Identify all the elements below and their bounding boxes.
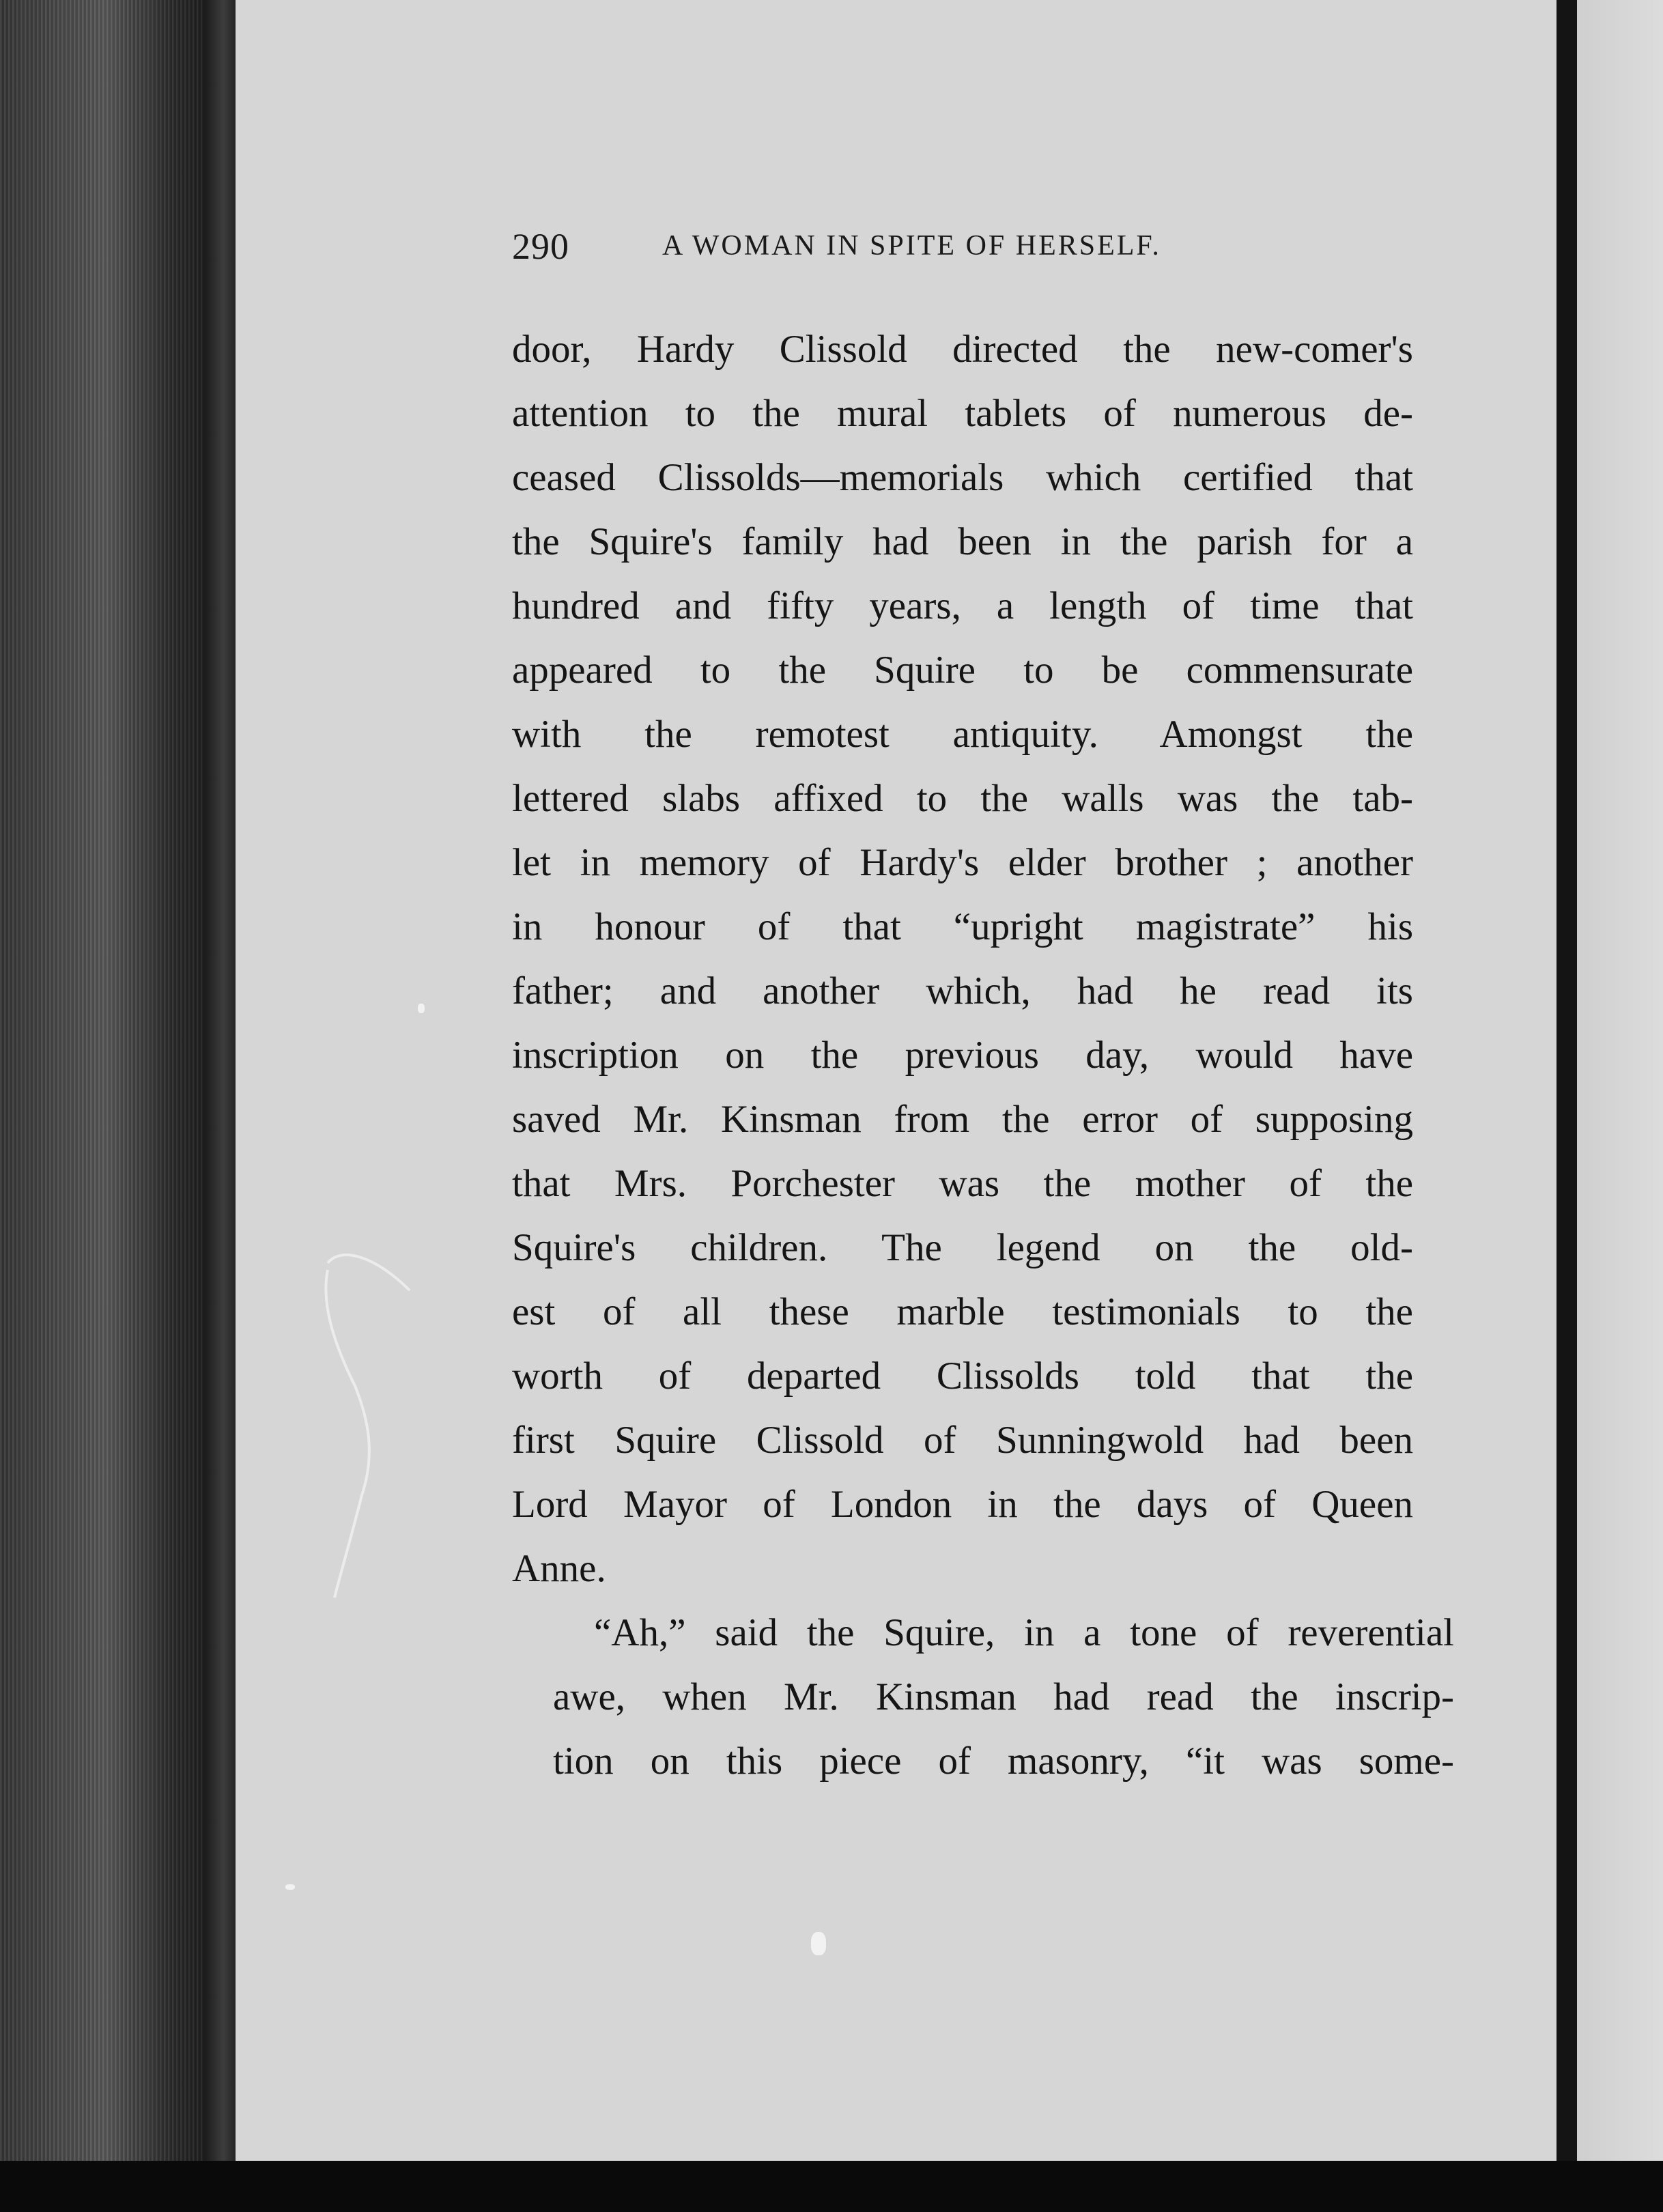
text-line: Squire's children. The legend on the old- (512, 1226, 1413, 1269)
paragraph-2 (512, 1601, 1454, 1793)
scan-bottom-border (0, 2161, 1663, 2212)
right-page-edge-shadow (1557, 0, 1577, 2161)
scan-scratch-mark (314, 1249, 423, 1604)
page-number: 290 (512, 226, 569, 267)
text-line: in honour of that “upright magistrate” his (512, 905, 1413, 948)
text-line: est of all these marble testimonials to the (512, 1290, 1413, 1333)
running-head (512, 225, 1263, 273)
text-line: tion on this piece of masonry, “it was some- (553, 1740, 1454, 1783)
scan-speck (811, 1932, 826, 1955)
body-text (512, 317, 1454, 1793)
text-line: first Squire Clissold of Sunningwold had been (512, 1419, 1413, 1462)
running-head-title: A WOMAN IN SPITE OF HERSELF. (662, 230, 1161, 261)
text-line: Anne. (512, 1547, 606, 1590)
text-line: “Ah,” said the Squire, in a tone of reverential (594, 1611, 1454, 1654)
book-spine-shadow (0, 0, 236, 2212)
text-line: lettered slabs affixed to the walls was the tab- (512, 777, 1413, 820)
scan-speck (418, 1004, 425, 1013)
paragraph-1 (512, 317, 1413, 1601)
text-line: with the remotest antiquity. Amongst the (512, 713, 1413, 756)
text-line: father; and another which, had he read its (512, 969, 1413, 1012)
text-line: appeared to the Squire to be commensurate (512, 649, 1413, 692)
text-line: inscription on the previous day, would have (512, 1034, 1413, 1077)
text-line: Lord Mayor of London in the days of Queen (512, 1483, 1413, 1526)
facing-page-edge (1577, 0, 1663, 2161)
text-line: awe, when Mr. Kinsman had read the inscrip- (553, 1675, 1454, 1718)
text-line: attention to the mural tablets of numerous de- (512, 392, 1413, 435)
page-gutter (205, 0, 236, 2212)
text-line: door, Hardy Clissold directed the new-comer's (512, 328, 1413, 371)
text-line: the Squire's family had been in the parish for a (512, 520, 1413, 563)
text-line: hundred and fifty years, a length of time that (512, 584, 1413, 627)
text-line: let in memory of Hardy's elder brother ; another (512, 841, 1413, 884)
text-line: ceased Clissolds—memorials which certified that (512, 456, 1413, 499)
text-line: worth of departed Clissolds told that the (512, 1355, 1413, 1398)
text-line: saved Mr. Kinsman from the error of supposing (512, 1098, 1413, 1141)
scan-speck (285, 1884, 295, 1890)
text-line: that Mrs. Porchester was the mother of the (512, 1162, 1413, 1205)
